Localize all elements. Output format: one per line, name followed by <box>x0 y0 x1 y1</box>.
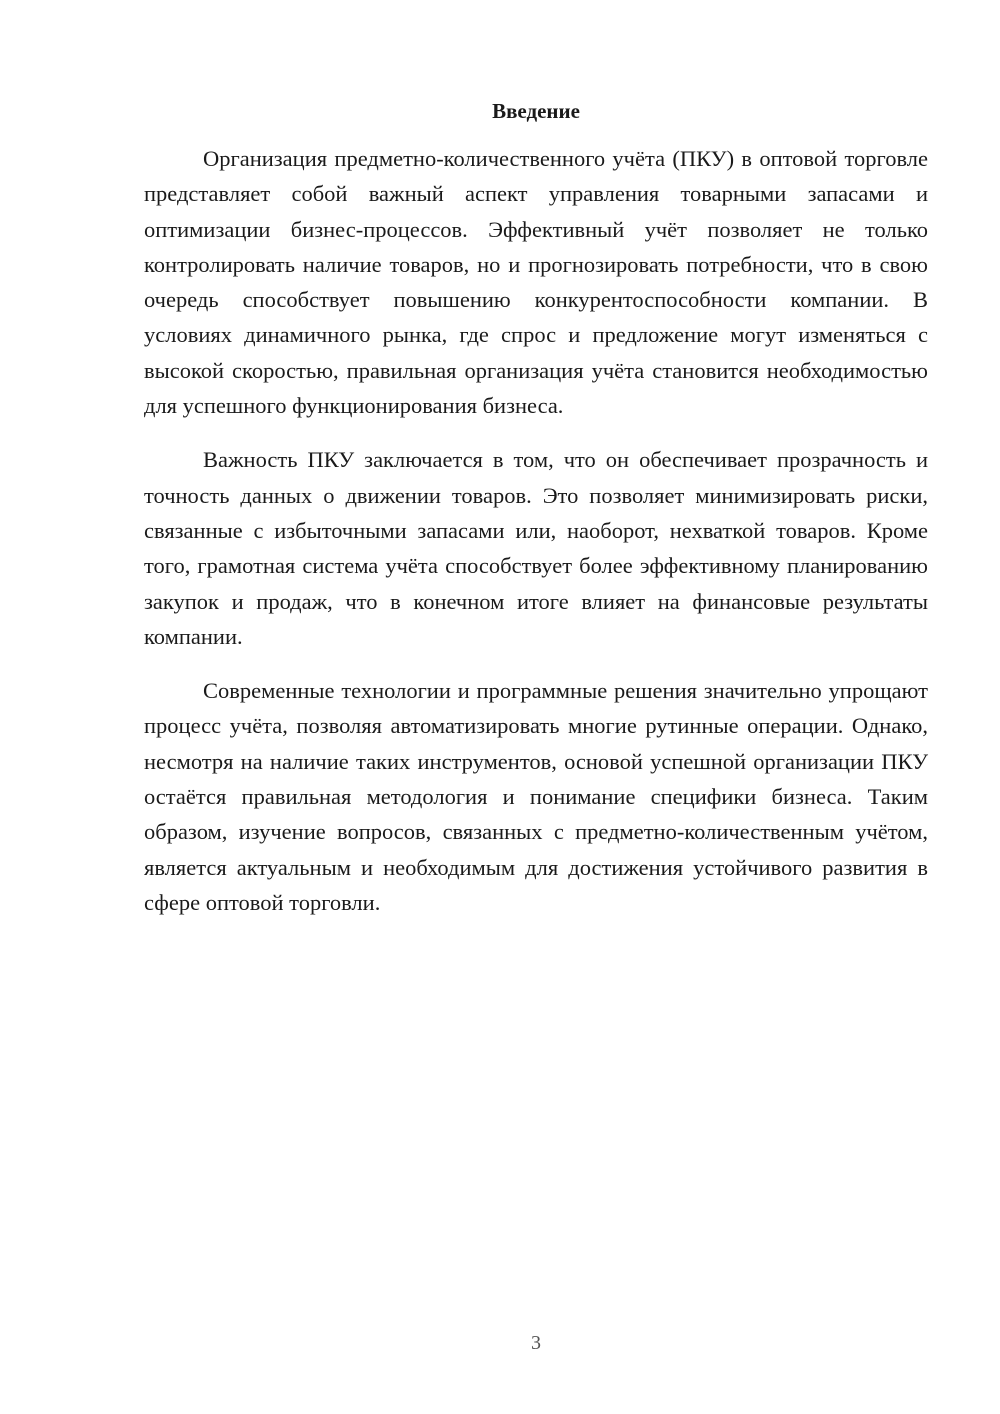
paragraph-technologies: Современные технологии и программные решения значительно упрощают процесс учёта, позволяя автоматизировать многие рутинные операции. Однако, несмотря на наличие таких инструментов, основой успешной организации ПКУ остаётся правильная методология и понимание специфики бизнеса. Таким образом, изучение вопросов, связанных с предметно-количественным учётом, является актуальным и необходимым для достижения устойчивого развития в сфере оптовой торговли. <box>144 678 928 915</box>
paragraph-intro: Организация предметно-количественного учёта (ПКУ) в оптовой торговле представляет собой важный аспект управления товарными запасами и оптимизации бизнес-процессов. Эффективный учёт позволяет не только контролировать наличие товаров, но и прогнозировать потребности, что в свою очередь способствует повышению конкурентоспособности компании. В условиях динамичного рынка, где спрос и предложение могут изменяться с высокой скоростью, правильная организация учёта становится необходимостью для успешного функционирования бизнеса. <box>144 146 928 419</box>
paragraph-importance: Важность ПКУ заключается в том, что он обеспечивает прозрачность и точность данных о движении товаров. Это позволяет минимизировать риски, связанные с избыточными запасами или, наоборот, нехваткой товаров. Кроме того, грамотная система учёта способствует более эффективному планированию закупок и продаж, что в конечном итоге влияет на финансовые результаты компании. <box>144 447 928 649</box>
section-title: Введение <box>492 99 580 123</box>
body-text <box>144 141 928 939</box>
page-number: 3 <box>531 1332 541 1354</box>
